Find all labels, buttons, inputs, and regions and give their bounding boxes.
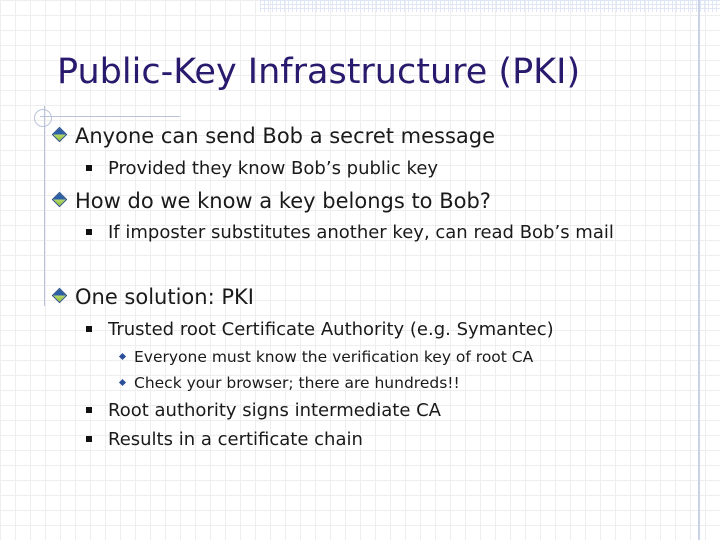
title-underline: [40, 116, 180, 117]
sub-bullet-text: Trusted root Certificate Authority (e.g. Symantec): [108, 319, 554, 340]
square-bullet-icon: [86, 165, 92, 171]
sub-bullet-text: If imposter substitutes another key, can read Bob’s mail: [108, 222, 614, 243]
top-decoration-band: [260, 0, 720, 12]
crosshair-ornament: [34, 109, 52, 127]
sub-sub-bullet-text: Check your browser; there are hundreds!!: [134, 374, 460, 392]
sub-bullet-item: [86, 158, 438, 179]
bullet-item: [54, 124, 495, 148]
sub-sub-bullet-item: [120, 374, 460, 392]
sub-bullet-text: Results in a certificate chain: [108, 429, 363, 450]
sub-sub-bullet-item: [120, 348, 533, 366]
bullet-text: How do we know a key belongs to Bob?: [75, 189, 491, 213]
square-bullet-icon: [86, 436, 92, 442]
diamond-bullet-icon: [52, 192, 68, 208]
diamond-bullet-icon: [52, 288, 68, 304]
sub-bullet-item: [86, 319, 554, 340]
square-bullet-icon: [86, 326, 92, 332]
diamond-bullet-icon: [52, 127, 68, 143]
bullet-text: Anyone can send Bob a secret message: [75, 124, 496, 148]
slide-title: Public-Key Infrastructure (PKI): [57, 52, 581, 92]
bullet-text: One solution: PKI: [75, 285, 254, 309]
sub-bullet-text: Provided they know Bob’s public key: [108, 158, 439, 179]
small-diamond-bullet-icon: [119, 379, 126, 386]
square-bullet-icon: [86, 407, 92, 413]
bullet-item: [54, 285, 254, 309]
small-diamond-bullet-icon: [119, 353, 126, 360]
sub-bullet-text: Root authority signs intermediate CA: [108, 400, 441, 421]
sub-bullet-item: [86, 222, 614, 243]
sub-bullet-item: [86, 400, 441, 421]
sub-sub-bullet-text: Everyone must know the verification key of root CA: [134, 348, 534, 366]
square-bullet-icon: [86, 229, 92, 235]
bullet-item: [54, 189, 491, 213]
sub-bullet-item: [86, 429, 363, 450]
left-guide-line: [44, 106, 45, 306]
right-border-line: [698, 0, 700, 540]
